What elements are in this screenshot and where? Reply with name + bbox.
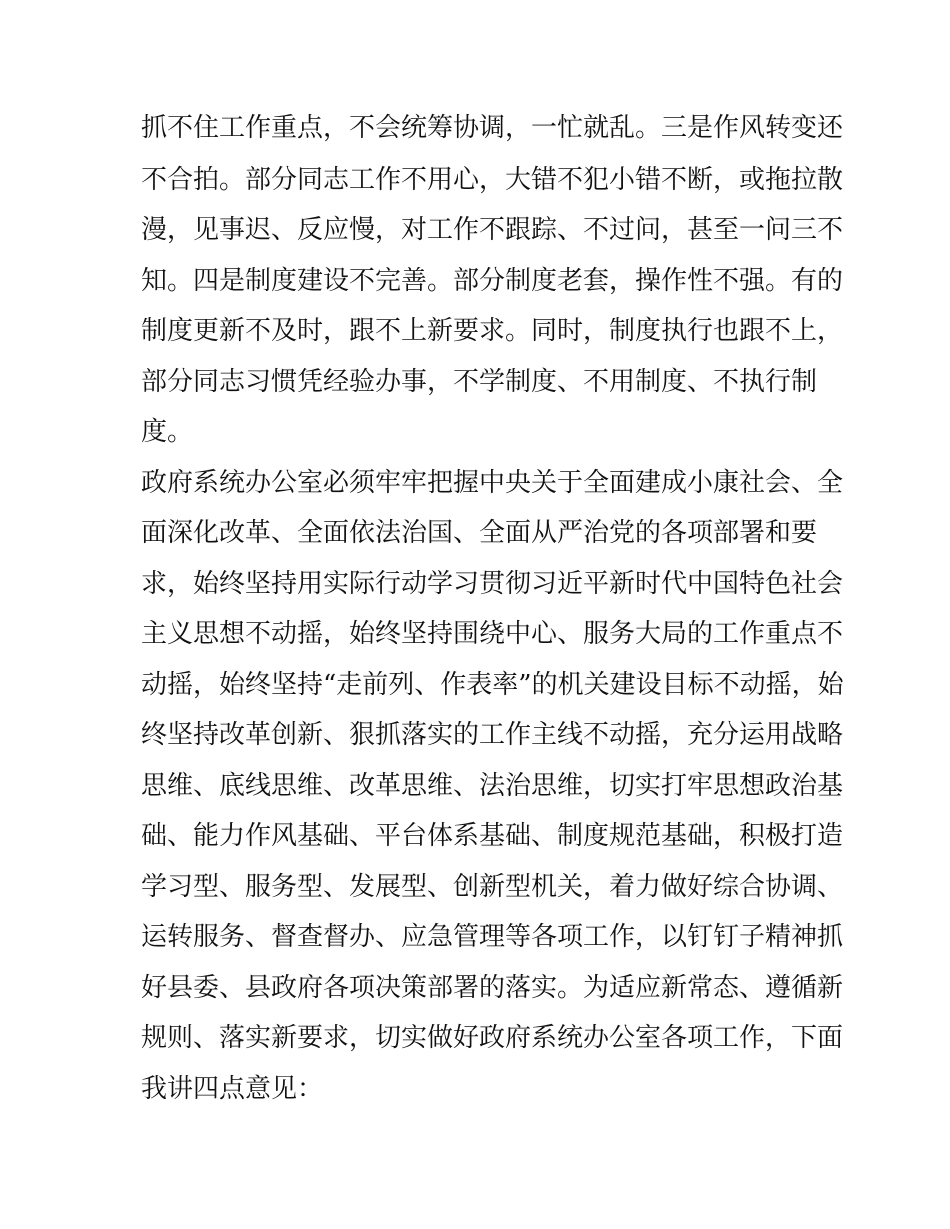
paragraph-1-line-4: 知。四是制度建设不完善。部分制度老套，操作性不强。有的 [141,266,844,296]
paragraph-2-line-2: 面深化改革、全面依法治国、全面从严治党的各项部署和要 [141,518,818,548]
paragraph-2-line-3: 求，始终坚持用实际行动学习贯彻习近平新时代中国特色社会 [141,569,844,599]
paragraph-1-line-1: 抓不住工作重点，不会统筹协调，一忙就乱。三是作风转变还 [141,113,844,143]
paragraph-2-line-7: 思维、底线思维、改革思维、法治思维，切实打牢思想政治基 [141,771,844,801]
paragraph-2-line-8: 础、能力作风基础、平台体系基础、制度规范基础，积极打造 [141,821,844,851]
paragraph-2-line-13: 我讲四点意见： [141,1074,324,1104]
paragraph-2-line-4: 主义思想不动摇，始终坚持围绕中心、服务大局的工作重点不 [141,619,844,649]
paragraph-1-line-2: 不合拍。部分同志工作不用心，大错不犯小错不断，或拖拉散 [141,165,844,195]
paragraph-2-line-6: 终坚持改革创新、狠抓落实的工作主线不动摇，充分运用战略 [141,720,844,750]
paragraph-2-line-12: 规则、落实新要求，切实做好政府系统办公室各项工作，下面 [141,1023,844,1053]
paragraph-2-line-11: 好县委、县政府各项决策部署的落实。为适应新常态、遵循新 [141,973,844,1003]
paragraph-2-line-10: 运转服务、督查督办、应急管理等各项工作，以钉钉子精神抓 [141,922,844,952]
paragraph-1-line-6: 部分同志习惯凭经验办事，不学制度、不用制度、不执行制 [141,367,818,397]
paragraph-1-line-7: 度。 [141,417,194,447]
paragraph-2-line-5: 动摇，始终坚持“走前列、作表率”的机关建设目标不动摇，始 [141,670,844,700]
paragraph-2-line-9: 学习型、服务型、发展型、创新型机关，着力做好综合协调、 [141,872,844,902]
paragraph-2-line-1: 政府系统办公室必须牢牢把握中央关于全面建成小康社会、全 [141,468,844,498]
paragraph-1-line-5: 制度更新不及时，跟不上新要求。同时，制度执行也跟不上， [141,316,844,346]
paragraph-1-line-3: 漫，见事迟、反应慢，对工作不跟踪、不过问，甚至一问三不 [141,215,844,245]
